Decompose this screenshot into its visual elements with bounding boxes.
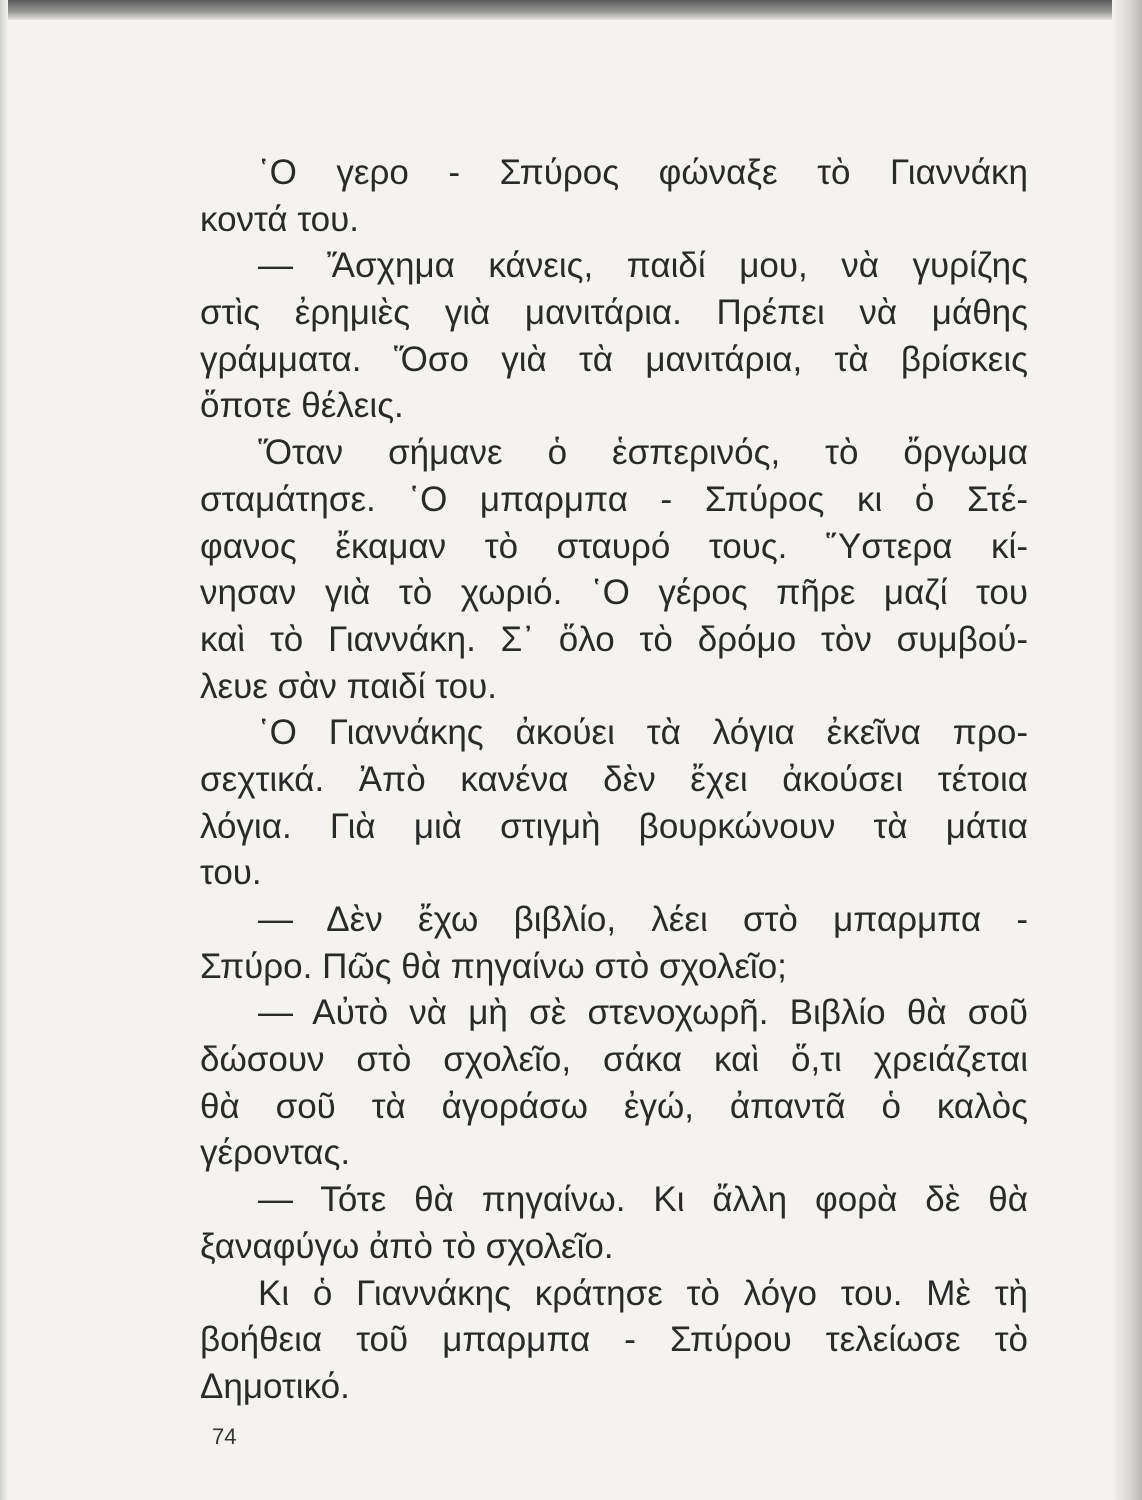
text-line: σεχτικά. Ἀπὸ κανένα δὲν ἔχει ἀκούσει τέτοια	[200, 759, 1028, 799]
text-line: ῾Ο γερο - Σπύρος φώναξε τὸ Γιαννάκη	[258, 153, 1028, 192]
text-line: ῾Ο Γιαννάκης ἀκούει τὰ λόγια ἐκεῖνα προ-	[258, 713, 1028, 753]
text-line: λευε σὰν παιδί του.	[200, 666, 497, 706]
text-line: — Τότε θὰ πηγαίνω. Κι ἄλλη φορὰ δὲ θὰ	[258, 1180, 1028, 1220]
page-number: 74	[212, 1424, 237, 1449]
text-line: γράμματα. Ὅσο γιὰ τὰ μανιτάρια, τὰ βρίσκεις	[200, 339, 1028, 379]
scan-right-edge	[1112, 0, 1142, 1500]
text-line: Ὅταν σήμανε ὁ ἑσπερινός, τὸ ὄργωμα	[258, 433, 1028, 473]
scan-left-edge	[0, 0, 8, 1500]
text-line: δώσουν στὸ σχολεῖο, σάκα καὶ ὅ,τι χρειάζεται	[200, 1040, 1028, 1080]
text-line: θὰ σοῦ τὰ ἀγοράσω ἐγώ, ἀπαντᾶ ὁ καλὸς	[200, 1086, 1028, 1126]
text-line: ὅποτε θέλεις.	[200, 386, 404, 426]
text-line: σταμάτησε. ῾Ο μπαρμπα - Σπύρος κι ὁ Στέ-	[200, 479, 1028, 519]
text-line: — Δὲν ἔχω βιβλίο, λέει στὸ μπαρμπα -	[258, 900, 1028, 939]
scan-top-edge	[0, 0, 1142, 20]
text-line: λόγια. Γιὰ μιὰ στιγμὴ βουρκώνουν τὰ μάτια	[200, 806, 1028, 846]
text-line: νησαν γιὰ τὸ χωριό. ῾Ο γέρος πῆρε μαζί του	[200, 573, 1028, 613]
text-line: Κι ὁ Γιαννάκης κράτησε τὸ λόγο του. Μὲ τὴ	[258, 1273, 1028, 1313]
text-line: — Ἄσχημα κάνεις, παιδί μου, νὰ γυρίζης	[258, 246, 1028, 286]
text-line: γέροντας.	[200, 1133, 351, 1173]
text-line: Δημοτικό.	[200, 1366, 350, 1406]
text-line: ξαναφύγω ἀπὸ τὸ σχολεῖο.	[200, 1226, 614, 1266]
text-line: του.	[200, 853, 262, 893]
text-line: — Αὐτὸ νὰ μὴ σὲ στενοχωρῆ. Βιβλίο θὰ σοῦ	[258, 993, 1028, 1033]
text-line: Σπύρο. Πῶς θὰ πηγαίνω στὸ σχολεῖο;	[200, 946, 787, 986]
page-body-text	[200, 150, 1028, 1411]
text-line: στὶς ἐρημιὲς γιὰ μανιτάρια. Πρέπει νὰ μάθης	[200, 293, 1028, 333]
text-line: φανος ἔκαμαν τὸ σταυρό τους. Ὕστερα κί-	[200, 526, 1028, 566]
text-line: καὶ τὸ Γιαννάκη. Σ᾽ ὅλο τὸ δρόμο τὸν συμβού-	[200, 619, 1028, 659]
text-line: κοντά του.	[200, 199, 359, 239]
text-line: βοήθεια τοῦ μπαρμπα - Σπύρου τελείωσε τὸ	[200, 1320, 1028, 1360]
